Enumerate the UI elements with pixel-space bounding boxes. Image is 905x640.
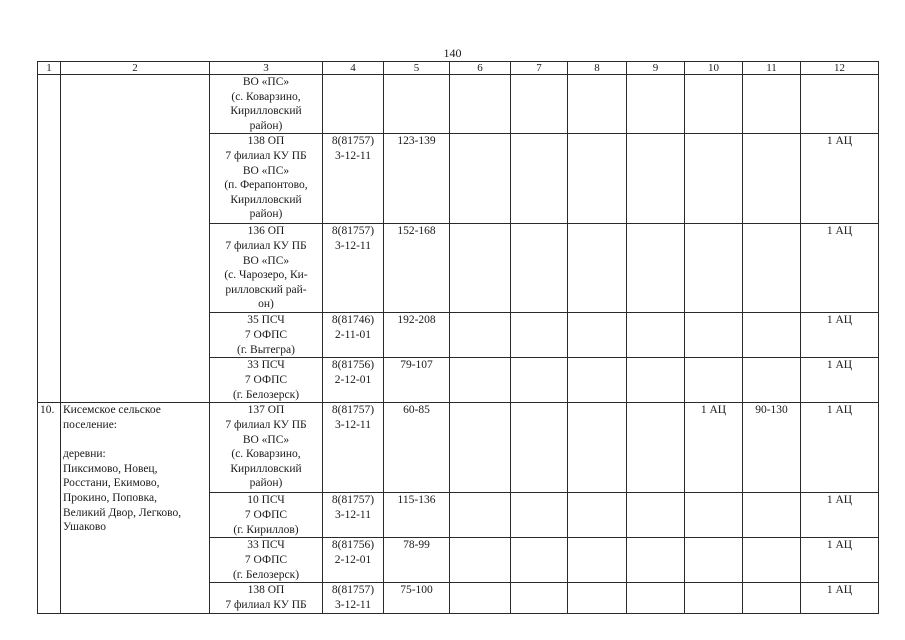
distance-cell: 192-208 bbox=[384, 313, 450, 358]
empty-cell bbox=[627, 493, 685, 538]
empty-cell bbox=[568, 583, 627, 613]
empty-cell bbox=[743, 358, 801, 403]
fire-unit-line: 33 ПСЧ bbox=[247, 359, 285, 372]
equipment-cell: 1 АЦ bbox=[801, 583, 879, 613]
empty-cell bbox=[743, 224, 801, 313]
settlement-name-line: поселение: bbox=[63, 418, 117, 431]
empty-cell bbox=[450, 75, 511, 134]
table-row bbox=[38, 403, 879, 493]
fire-unit-line: район) bbox=[249, 119, 283, 132]
fire-unit-line: 33 ПСЧ bbox=[247, 539, 285, 552]
fire-unit-cell bbox=[210, 538, 323, 583]
equipment-cell: 1 АЦ bbox=[801, 403, 879, 493]
phone-cell bbox=[323, 583, 384, 613]
fire-unit-line: 138 ОП bbox=[247, 584, 285, 597]
empty-cell bbox=[685, 224, 743, 313]
phone-cell bbox=[323, 538, 384, 583]
empty-cell bbox=[511, 403, 568, 493]
empty-cell bbox=[511, 358, 568, 403]
empty-cell bbox=[568, 403, 627, 493]
phone-cell bbox=[323, 134, 384, 224]
empty-cell bbox=[685, 313, 743, 358]
column-header: 11 bbox=[743, 62, 801, 75]
fire-unit-line: 35 ПСЧ bbox=[247, 314, 285, 327]
column-number-row bbox=[38, 62, 879, 75]
village-list-line: Ушаково bbox=[63, 521, 106, 534]
phone-line: 3-12-11 bbox=[335, 598, 371, 611]
empty-cell bbox=[568, 313, 627, 358]
empty-cell bbox=[450, 493, 511, 538]
village-list-line: Прокино, Поповка, bbox=[63, 491, 157, 504]
empty-cell bbox=[627, 313, 685, 358]
empty-cell bbox=[450, 224, 511, 313]
phone-line: 8(81756) bbox=[331, 359, 375, 372]
equipment-cell: 1 АЦ bbox=[801, 224, 879, 313]
equipment-cell: 1 АЦ bbox=[685, 403, 743, 493]
column-header: 12 bbox=[801, 62, 879, 75]
fire-unit-line: 7 филиал КУ ПБ bbox=[225, 239, 307, 252]
empty-cell bbox=[568, 134, 627, 224]
phone-line: 8(81757) bbox=[331, 584, 375, 597]
spacer bbox=[63, 433, 207, 448]
fire-unit-line: ВО «ПС» bbox=[242, 433, 290, 446]
fire-coverage-table bbox=[37, 61, 879, 614]
settlement-cell bbox=[61, 75, 210, 403]
empty-cell bbox=[685, 134, 743, 224]
phone-cell bbox=[323, 75, 384, 134]
phone-line: 2-11-01 bbox=[335, 328, 371, 341]
fire-unit-line: (с. Чарозеро, Ки- bbox=[224, 269, 308, 282]
fire-unit-line: ВО «ПС» bbox=[242, 254, 290, 267]
equipment-cell: 1 АЦ bbox=[801, 358, 879, 403]
phone-line: 3-12-11 bbox=[335, 508, 371, 521]
empty-cell bbox=[627, 75, 685, 134]
fire-unit-line: 7 филиал КУ ПБ bbox=[225, 149, 307, 162]
settlement-cell bbox=[61, 403, 210, 613]
fire-unit-line: ВО «ПС» bbox=[242, 164, 290, 177]
empty-cell bbox=[568, 493, 627, 538]
distance-cell bbox=[743, 583, 801, 613]
fire-unit-line: (г. Белозерск) bbox=[232, 568, 300, 581]
equipment-cell: 1 АЦ bbox=[801, 538, 879, 583]
phone-cell bbox=[323, 403, 384, 493]
empty-cell bbox=[627, 224, 685, 313]
equipment-cell: 1 АЦ bbox=[801, 134, 879, 224]
empty-cell bbox=[450, 538, 511, 583]
empty-cell bbox=[511, 538, 568, 583]
row-number-cell: 10. bbox=[38, 403, 61, 613]
fire-unit-line: район) bbox=[249, 477, 283, 490]
empty-cell bbox=[450, 403, 511, 493]
phone-line: 8(81757) bbox=[331, 135, 375, 148]
empty-cell bbox=[627, 583, 685, 613]
empty-cell bbox=[568, 75, 627, 134]
empty-cell bbox=[743, 313, 801, 358]
phone-cell bbox=[323, 358, 384, 403]
fire-unit-line: (г. Кириллов) bbox=[233, 523, 299, 536]
fire-unit-cell bbox=[210, 75, 323, 134]
phone-line: 2-12-01 bbox=[334, 553, 372, 566]
fire-unit-line: 10 ПСЧ bbox=[247, 494, 285, 507]
fire-unit-line: (п. Ферапонтово, bbox=[224, 179, 308, 192]
fire-unit-cell bbox=[210, 403, 323, 493]
empty-cell bbox=[743, 75, 801, 134]
empty-cell bbox=[511, 583, 568, 613]
empty-cell bbox=[450, 313, 511, 358]
distance-cell: 152-168 bbox=[384, 224, 450, 313]
equipment-cell: 1 АЦ bbox=[801, 313, 879, 358]
column-header: 7 bbox=[511, 62, 568, 75]
empty-cell bbox=[743, 134, 801, 224]
fire-unit-line: ВО «ПС» bbox=[242, 76, 290, 88]
village-list-line: Росстани, Екимово, bbox=[63, 477, 160, 490]
distance-cell: 78-99 bbox=[384, 538, 450, 583]
column-header: 1 bbox=[38, 62, 61, 75]
empty-cell bbox=[685, 358, 743, 403]
column-header: 4 bbox=[323, 62, 384, 75]
distance-cell bbox=[743, 493, 801, 538]
fire-unit-line: 7 ОФПС bbox=[244, 328, 288, 341]
distance-cell bbox=[743, 538, 801, 583]
empty-cell bbox=[627, 538, 685, 583]
empty-cell bbox=[568, 224, 627, 313]
fire-unit-line: 7 филиал КУ ПБ bbox=[225, 598, 307, 611]
equipment-cell bbox=[801, 75, 879, 134]
phone-line: 8(81757) bbox=[331, 404, 375, 417]
distance-cell bbox=[384, 75, 450, 134]
empty-cell bbox=[511, 313, 568, 358]
fire-unit-line: (г. Белозерск) bbox=[232, 388, 300, 401]
fire-unit-line: 137 ОП bbox=[247, 404, 285, 417]
fire-unit-line: 7 ОФПС bbox=[244, 508, 288, 521]
fire-unit-line: (с. Коварзино, bbox=[231, 448, 301, 461]
fire-unit-line: 7 ОФПС bbox=[244, 553, 288, 566]
row-number-cell bbox=[38, 75, 61, 403]
column-header: 9 bbox=[627, 62, 685, 75]
empty-cell bbox=[568, 538, 627, 583]
page-number: 140 bbox=[443, 46, 462, 60]
phone-cell bbox=[323, 313, 384, 358]
village-list-line: Пиксимово, Новец, bbox=[63, 462, 158, 475]
fire-unit-line: 138 ОП bbox=[247, 135, 285, 148]
empty-cell bbox=[450, 583, 511, 613]
distance-cell: 79-107 bbox=[384, 358, 450, 403]
equipment-cell bbox=[685, 583, 743, 613]
empty-cell bbox=[511, 224, 568, 313]
column-header: 2 bbox=[61, 62, 210, 75]
fire-unit-line: Кирилловский bbox=[230, 105, 302, 118]
settlement-name-line: Кисемское сельское bbox=[63, 404, 161, 417]
equipment-cell bbox=[685, 538, 743, 583]
phone-cell bbox=[323, 224, 384, 313]
column-header: 10 bbox=[685, 62, 743, 75]
empty-cell bbox=[627, 358, 685, 403]
distance-cell: 123-139 bbox=[384, 134, 450, 224]
equipment-cell bbox=[685, 493, 743, 538]
fire-unit-line: 7 филиал КУ ПБ bbox=[225, 418, 307, 431]
fire-unit-line: Кирилловский bbox=[230, 193, 302, 206]
phone-line: 3-12-11 bbox=[335, 149, 371, 162]
empty-cell bbox=[568, 358, 627, 403]
empty-cell bbox=[511, 75, 568, 134]
distance-cell: 75-100 bbox=[384, 583, 450, 613]
distance-cell: 90-130 bbox=[743, 403, 801, 493]
phone-line: 8(81757) bbox=[331, 494, 375, 507]
phone-line: 8(81756) bbox=[331, 539, 375, 552]
fire-unit-line: (г. Вытегра) bbox=[237, 343, 295, 356]
fire-unit-cell bbox=[210, 134, 323, 224]
empty-cell bbox=[511, 493, 568, 538]
empty-cell bbox=[685, 75, 743, 134]
empty-cell bbox=[450, 358, 511, 403]
equipment-cell: 1 АЦ bbox=[801, 493, 879, 538]
village-list-line: Великий Двор, Легково, bbox=[63, 506, 182, 519]
fire-unit-cell bbox=[210, 583, 323, 613]
fire-unit-line: район) bbox=[249, 208, 283, 221]
fire-unit-line: рилловский рай- bbox=[225, 283, 307, 296]
fire-unit-line: 136 ОП bbox=[247, 225, 285, 238]
fire-unit-line: он) bbox=[258, 298, 274, 311]
distance-cell: 115-136 bbox=[384, 493, 450, 538]
fire-unit-cell bbox=[210, 224, 323, 313]
phone-line: 8(81757) bbox=[331, 225, 375, 238]
fire-unit-cell bbox=[210, 493, 323, 538]
phone-line: 3-12-11 bbox=[335, 239, 371, 252]
empty-cell bbox=[627, 403, 685, 493]
phone-line: 8(81746) bbox=[331, 314, 375, 327]
fire-unit-line: 7 ОФПС bbox=[244, 373, 288, 386]
empty-cell bbox=[627, 134, 685, 224]
empty-cell bbox=[450, 134, 511, 224]
fire-unit-cell bbox=[210, 358, 323, 403]
phone-line: 3-12-11 bbox=[335, 418, 371, 431]
table-row bbox=[38, 75, 879, 134]
column-header: 6 bbox=[450, 62, 511, 75]
villages-label: деревни: bbox=[63, 448, 106, 461]
fire-unit-cell bbox=[210, 313, 323, 358]
column-header: 8 bbox=[568, 62, 627, 75]
fire-unit-line: (с. Коварзино, bbox=[231, 90, 301, 103]
fire-unit-line: Кирилловский bbox=[230, 462, 302, 475]
column-header: 3 bbox=[210, 62, 323, 75]
distance-cell: 60-85 bbox=[384, 403, 450, 493]
phone-cell bbox=[323, 493, 384, 538]
empty-cell bbox=[511, 134, 568, 224]
column-header: 5 bbox=[384, 62, 450, 75]
phone-line: 2-12-01 bbox=[334, 373, 372, 386]
